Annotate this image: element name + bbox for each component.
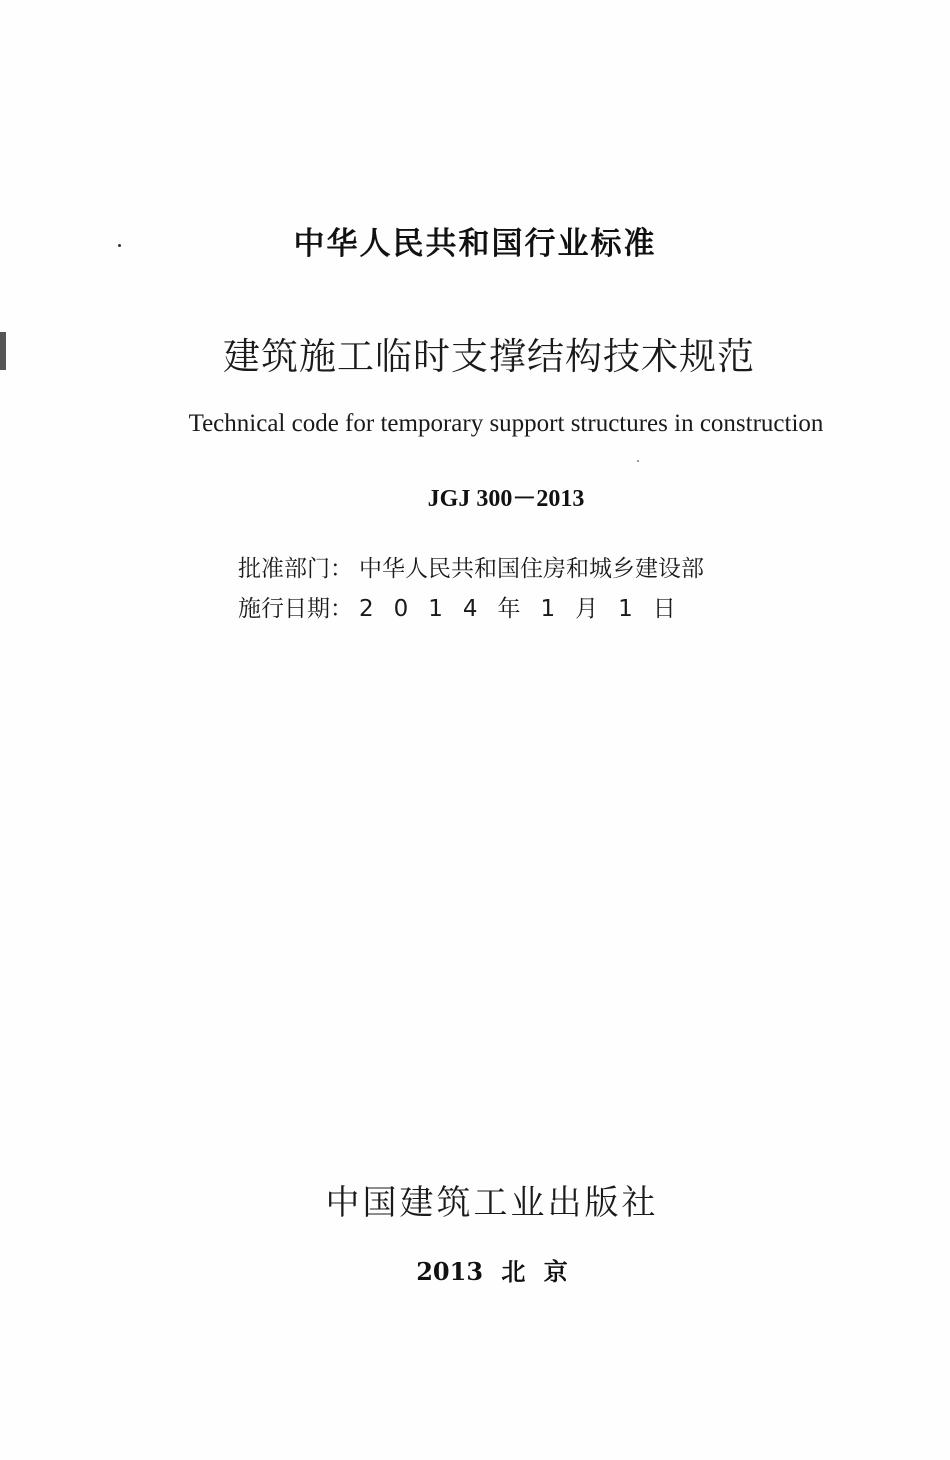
effective-date-row (238, 590, 696, 623)
approval-department-row (238, 550, 704, 583)
chinese-title: 建筑施工临时支撑结构技术规范 (223, 335, 755, 378)
standard-code: JGJ 300－2013 (427, 486, 585, 512)
effective-date-label: 施行日期： (238, 596, 353, 622)
approval-department-value: 中华人民共和国住房和城乡建设部 (359, 556, 704, 582)
approval-department-label: 批准部门： (238, 556, 353, 582)
publication-imprint: 2013 北 京 (416, 1257, 568, 1286)
english-title: Technical code for temporary support structures in construction (188, 410, 824, 437)
industry-standard-heading: 中华人民共和国行业标准 (293, 226, 657, 262)
effective-date-value: 2014年1月1日 (359, 596, 696, 622)
scan-speck (637, 460, 639, 462)
publisher-name: 中国建筑工业出版社 (325, 1183, 659, 1223)
